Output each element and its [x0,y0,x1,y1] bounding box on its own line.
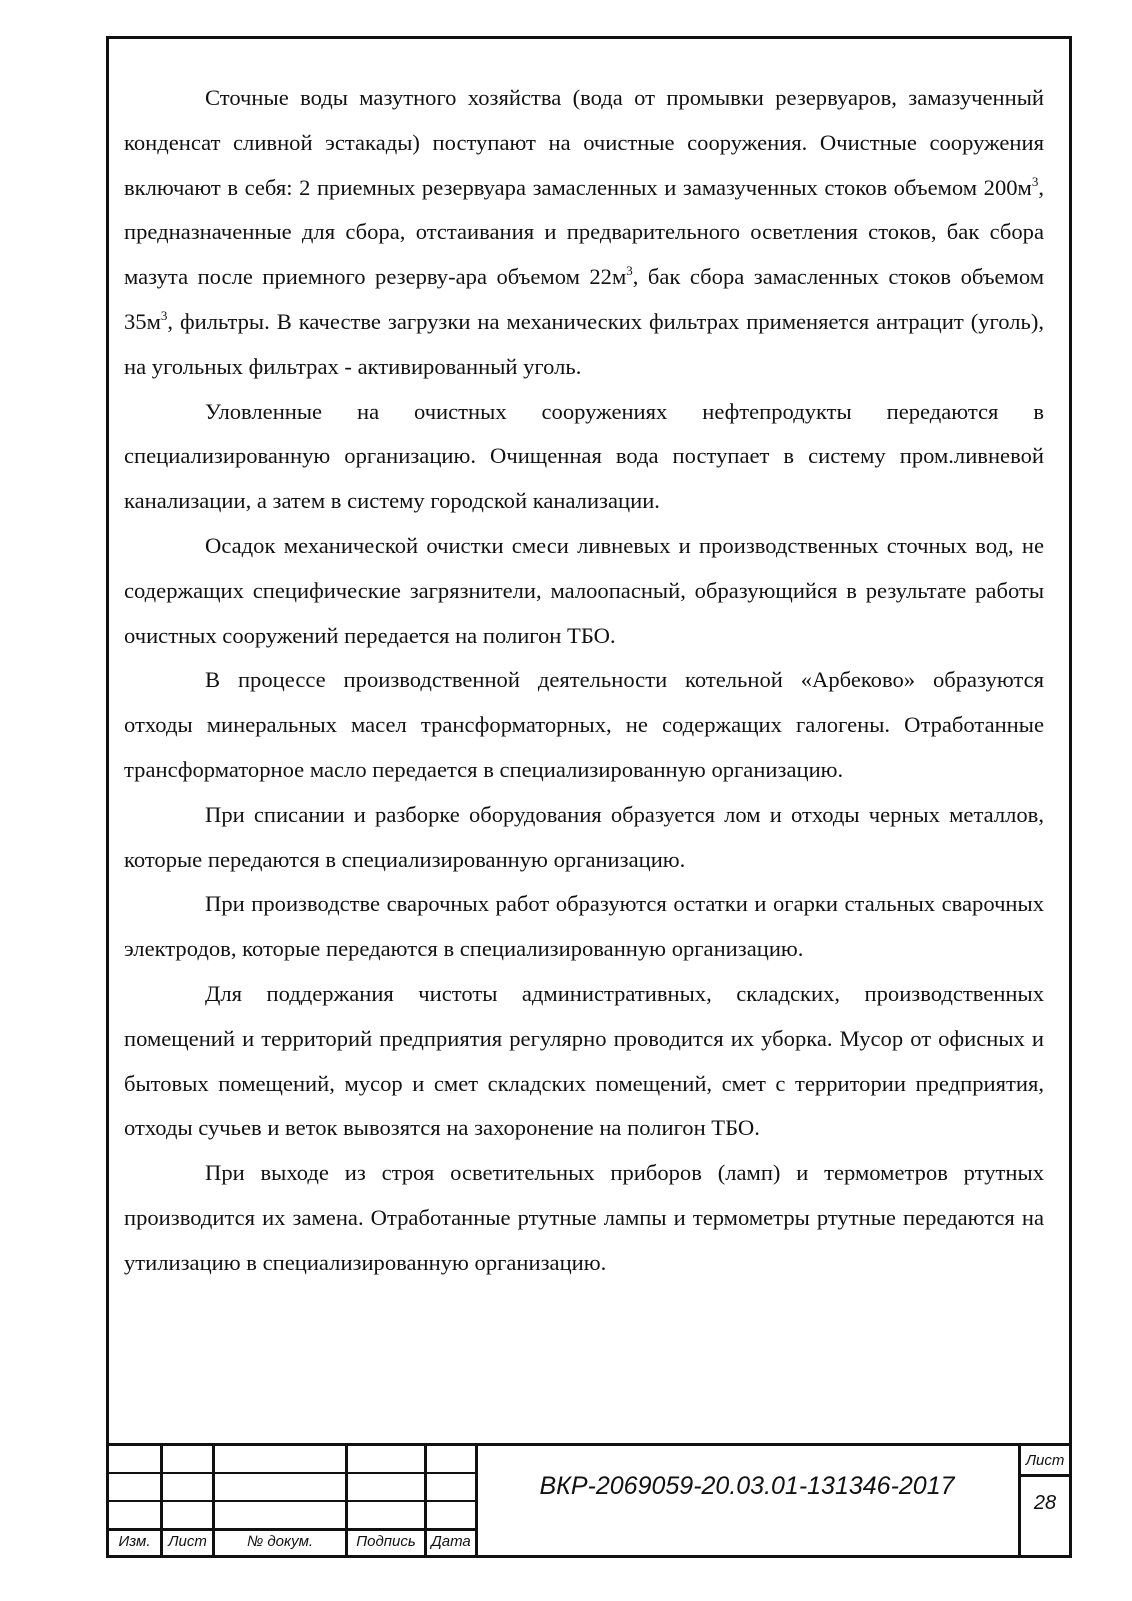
document-body [124,76,1044,1448]
paragraph-text: При выходе из строя осветительных приборов (ламп) и термометров ртутных производится их замена. Отработанные ртутные лампы и термометры ртутные передаются на утилизацию в специализированную организацию. [124,1160,1044,1275]
stamp-col-date: Дата [431,1533,471,1550]
stamp-col-change: Изм. [118,1533,151,1550]
stamp-col-sheet: Лист [168,1533,207,1550]
paragraph [124,882,1044,972]
superscript: 3 [1031,173,1039,189]
sheet-number: 28 [1033,1492,1057,1514]
stamp-row-line [109,1500,475,1502]
paragraph [124,390,1044,524]
paragraph-text: Осадок механической очистки смеси ливневых и производственных сточных вод, не содержащих специфические загрязнители, малоопасный, образующийся в результате работы очистных сооружений передается на полигон ТБО. [124,532,1044,648]
stamp-col-docnum: № докум. [246,1533,314,1550]
sheet-label: Лист [1021,1448,1069,1477]
paragraph [124,658,1044,792]
paragraph [124,793,1044,883]
paragraph [124,76,1044,390]
paragraph [124,1151,1044,1285]
title-block [109,1443,1069,1555]
paragraph [124,972,1044,1151]
paragraph-text: Сточные воды мазутного хозяйства (вода от промывки резервуаров, замазученный конденсат сливной эстакады) поступают на очистные сооружения. Очистные сооружения включают в себя: 2 приемных резервуара замасленных и замазученных стоков объемом 200м [124,85,1044,200]
paragraph-text: Уловленные на очистных сооружениях нефтепродукты передаются в специализированную организацию. Очищенная вода поступает в систему пром.ливневой канализации, а затем в систему городской канализации. [124,398,1044,514]
page-frame [106,36,1072,1558]
paragraph-text: , фильтры. В качестве загрузки на механических фильтрах применяется антрацит (уголь), на угольных фильтрах - активированный уголь. [124,308,1044,379]
paragraph-text: При производстве сварочных работ образуются остатки и огарки стальных сварочных электродов, которые передаются в специализированную организацию. [124,891,1044,962]
paragraph-text: В процессе производственной деятельности котельной «Арбеково» образуются отходы минеральных масел трансформаторных, не содержащих галогены. Отработанные трансформаторное масло передается в специализированную организацию. [124,667,1044,782]
superscript: 3 [160,307,168,323]
paragraph-text: , бак сбора замасленных стоков объемом 35м [124,264,1044,334]
stamp-row-line [109,1528,475,1531]
stamp-col-signature: Подпись [356,1533,416,1550]
paragraph-text: Для поддержания чистоты административных, складских, производственных помещений и территорий предприятия регулярно проводится их уборка. Мусор от офисных и бытовых помещений, мусор и смет складских помещений, смет с территории предприятия, отходы сучьев и веток вывозятся на захоронение на полигон ТБО. [124,980,1044,1141]
paragraph-text: При списании и разборке оборудования образуется лом и отходы черных металлов, которые передаются в специализированную организацию. [124,801,1044,872]
stamp-row-line [109,1472,475,1474]
superscript: 3 [626,263,633,279]
paragraph [124,524,1044,658]
sheet-cell [1021,1446,1069,1555]
document-code: ВКР-2069059-20.03.01-131346-2017 [539,1472,955,1500]
paragraph-text: , предназначенные для сбора, отстаивания и предварительного осветления стоков, бак сбора мазута после приемного резерву-ара объемом 22м [124,174,1044,290]
